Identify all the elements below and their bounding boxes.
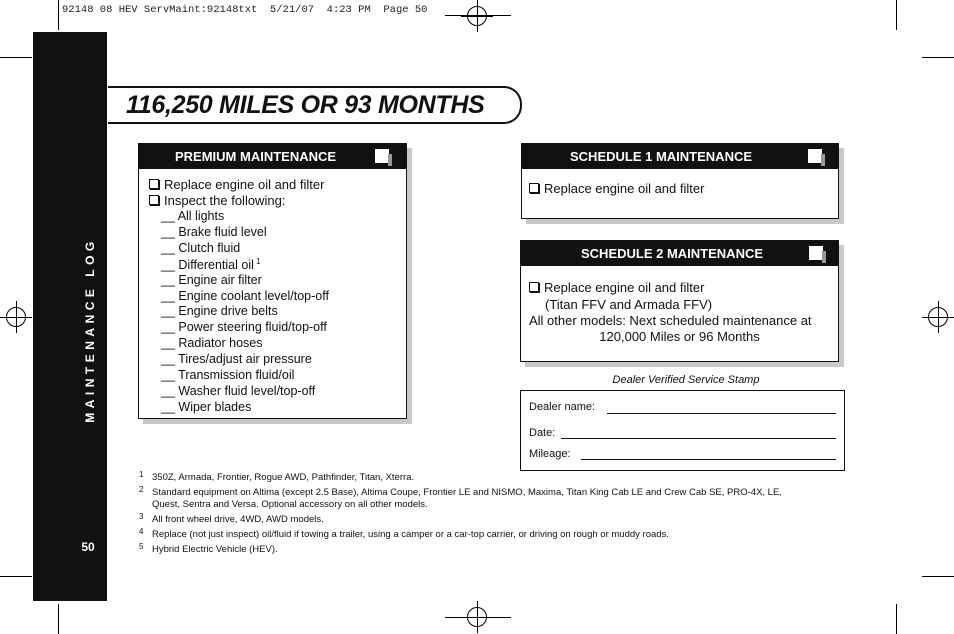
checklist-blank[interactable]: __ — [161, 288, 179, 303]
stamp-caption: Dealer Verified Service Stamp — [612, 374, 760, 386]
checkbox-icon[interactable] — [529, 183, 539, 193]
section-label: MAINTENANCE LOG — [83, 237, 97, 423]
footnote-number: 4 — [139, 527, 144, 536]
checklist-item[interactable] — [161, 257, 261, 272]
premium-checkbox[interactable] — [375, 149, 389, 163]
footnote-number: 3 — [139, 512, 144, 521]
checklist-label: Engine coolant level/top-off — [178, 288, 329, 303]
footnote-number: 2 — [139, 485, 144, 494]
premium-item-0[interactable]: Replace engine oil and filter — [149, 177, 324, 192]
schedule2-heading-bar — [521, 241, 838, 266]
checklist-item[interactable] — [161, 352, 312, 366]
checklist-item[interactable] — [161, 384, 315, 398]
schedule2-maintenance-box — [520, 240, 839, 362]
checklist-blank[interactable]: __ — [161, 368, 179, 382]
footnote-text: Standard equipment on Altima (except 2.5 Base), Altima Coupe, Frontier LE and NISMO, Maxima, Titan King Cab LE and Crew Cab SE, PRO-4X, LE, — [152, 487, 782, 498]
premium-heading: PREMIUM MAINTENANCE — [175, 149, 337, 164]
checklist-item[interactable] — [161, 304, 278, 318]
dealer-name-field[interactable] — [607, 413, 836, 414]
checklist-blank[interactable]: __ — [161, 383, 179, 398]
schedule1-checkbox[interactable] — [808, 149, 822, 163]
premium-maintenance-box — [138, 143, 407, 419]
checklist-label: Radiator hoses — [178, 336, 263, 351]
dealer-stamp-box — [520, 390, 845, 471]
checklist-blank[interactable]: __ — [161, 399, 179, 414]
checklist-item[interactable] — [161, 320, 327, 334]
checklist-blank[interactable]: __ — [161, 240, 179, 255]
schedule2-checkbox[interactable] — [809, 246, 823, 260]
checklist-item[interactable] — [161, 225, 267, 239]
checkbox-icon[interactable] — [529, 282, 539, 292]
footnote-number: 5 — [139, 542, 144, 551]
registration-mark-top-icon — [467, 6, 487, 26]
checklist-item[interactable] — [161, 336, 262, 350]
checkbox-icon[interactable] — [149, 195, 159, 205]
checklist-label: Power steering fluid/top-off — [178, 320, 327, 335]
footnote-text: 350Z, Armada, Frontier, Rogue AWD, Pathfinder, Titan, Xterra. — [152, 472, 415, 483]
footnote-text: Quest, Sentra and Versa. Optional accessory on all other models. — [152, 499, 428, 510]
footnote-text: All front wheel drive, 4WD, AWD models. — [152, 514, 324, 525]
checklist-item[interactable] — [161, 241, 240, 255]
footnote-text: Replace (not just inspect) oil/fluid if towing a trailer, using a camper or a car-top carrier, or driving on rough or muddy roads. — [152, 529, 669, 540]
footnote-text: Hybrid Electric Vehicle (HEV). — [152, 544, 278, 555]
premium-heading-bar — [139, 144, 406, 169]
registration-mark-bottom-icon — [467, 607, 487, 627]
schedule2-item-note: (Titan FFV and Armada FFV) — [545, 297, 713, 312]
registration-mark-right-icon — [928, 307, 948, 327]
checklist-label: Clutch fluid — [178, 240, 241, 255]
schedule1-maintenance-box — [521, 143, 839, 219]
checklist-label: All lights — [177, 209, 225, 223]
checklist-item[interactable] — [161, 209, 224, 223]
checklist-blank[interactable]: __ — [161, 272, 179, 287]
registration-mark-left-icon — [6, 307, 26, 327]
checklist-item[interactable] — [161, 400, 251, 414]
checklist-blank[interactable]: __ — [161, 336, 179, 351]
checklist-blank[interactable]: __ — [161, 320, 179, 335]
footnote-ref: 1 — [253, 256, 261, 266]
premium-item-1[interactable]: Inspect the following: — [149, 193, 285, 208]
schedule2-item[interactable]: Replace engine oil and filter — [529, 280, 704, 295]
checklist-label: Engine drive belts — [178, 304, 278, 319]
checklist-item[interactable] — [161, 368, 294, 382]
schedule2-other-line1: All other models: Next scheduled maintenance at — [529, 313, 812, 328]
page-number: 50 — [81, 540, 95, 554]
checklist-label: Differential oil — [178, 257, 254, 272]
schedule2-other-line2: 120,000 Miles or 96 Months — [599, 329, 760, 344]
date-label: Date: — [529, 427, 556, 439]
print-slug: 92148 08 HEV ServMaint:92148txt 5/21/07 4:23 PM Page 50 — [62, 4, 428, 16]
checklist-blank[interactable]: __ — [161, 224, 179, 239]
schedule1-item-0[interactable]: Replace engine oil and filter — [529, 181, 704, 196]
dealer-name-label: Dealer name: — [529, 401, 596, 413]
checklist-blank[interactable]: __ — [161, 352, 179, 367]
checklist-blank[interactable]: __ — [161, 257, 179, 272]
schedule1-heading: SCHEDULE 1 MAINTENANCE — [570, 149, 753, 164]
checklist-blank[interactable]: __ — [161, 209, 178, 223]
schedule2-heading: SCHEDULE 2 MAINTENANCE — [581, 246, 764, 261]
checklist-label: Brake fluid level — [178, 224, 267, 239]
checklist-label: Washer fluid level/top-off — [178, 383, 316, 398]
footnote-number: 1 — [139, 470, 144, 479]
checklist-item[interactable] — [161, 289, 329, 303]
checkbox-icon[interactable] — [149, 179, 159, 189]
mileage-label: Mileage: — [529, 448, 571, 460]
checklist-label: Transmission fluid/oil — [178, 368, 295, 382]
schedule1-heading-bar — [522, 144, 838, 169]
checklist-label: Tires/adjust air pressure — [178, 352, 312, 367]
checklist-label: Engine air filter — [178, 272, 262, 287]
checklist-item[interactable] — [161, 273, 262, 287]
checklist-blank[interactable]: __ — [161, 304, 179, 319]
page-title: 116,250 MILES OR 93 MONTHS — [126, 91, 485, 119]
date-field[interactable] — [561, 438, 836, 439]
checklist-label: Wiper blades — [178, 399, 252, 414]
mileage-field[interactable] — [581, 459, 836, 460]
